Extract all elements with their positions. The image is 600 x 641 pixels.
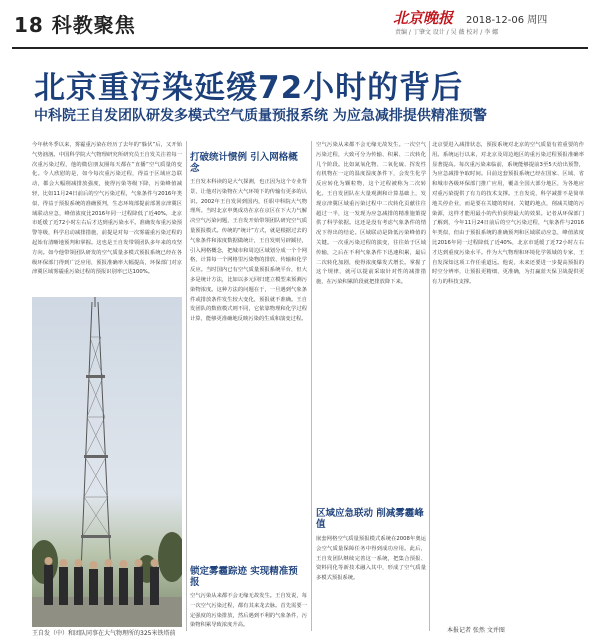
editor-credits: 责编 / 丁肇文 设计 / 吴 薇 校对 / 李 娜 (395, 29, 499, 36)
column-divider (186, 141, 187, 631)
body-column-3b (316, 535, 426, 635)
tower-photo-illustration (32, 297, 182, 627)
issue-date: 2018-12-06 周四 (466, 15, 548, 26)
section-heading-1: 打破统计惯例 引入网格概念 (190, 152, 298, 174)
body-column-2b (190, 592, 307, 632)
column-divider (429, 141, 430, 631)
newspaper-logo: 北京晚报 (393, 9, 454, 27)
article-subhead: 中科院王自发团队研发多模式空气质量预报系统 为应急减排提供精准预警 (34, 108, 487, 124)
body-text-5: 北京要进入减排状态，预报系统对北京的空气质量有着重要的作用。系统运行以来，对北京及周边地区的重污染过程预报准确率显著提高。每次重污染来临前，系统能够提前3至5天给出预警，为应急减排争取时间。目前这套预报系统已经在国家、区域、省和城市各级环保部门推广应用，覆盖全国大部分地区，为各地应对重污染提供了有力的技术支撑。王自发说，科学减排不是简单地关停企业，而是要在关键的时间、关键的地点，削减关键的污染源，这样才能用最小的代价获得最大的效果。记者从环保部门了解到，今年11月24日前后的空气污染过程，气象条件与2016年类似，但由于预报系统的准确预判和区域联动应急，峰值浓度比2016年同一过程降低了近40%，北京市延缓了近72小时左右才达到重度污染水平。作为大气物理和环境化学领域的专家，王自发深知这项工作任重道远。他说，未来还要进一步提高预报的时空分辨率，让预报更精细、更准确，为打赢蓝天保卫战提供更有力的科技支撑。 (432, 142, 584, 286)
article-photo (32, 297, 182, 627)
body-column-4 (432, 141, 584, 621)
body-text-2: 空气污染从来都不会无缘无故发生。王自发说，每一次空气污染过程，都有其来龙去脉。首先需要一定强度的污染排放，然后遇到不利的气象条件，污染物积累导致浓度升高。 (190, 593, 307, 629)
body-text-3: 空气污染从来都不会无缘无故发生。一次空气污染过程，大致可分为传输、积累、二次转化几个阶段。比如氮氧化物、二氧化硫、挥发性有机物在一定的温度湿度条件下，会发生化学反应转化为颗粒物，这个过程被称为二次转化。王自发团队在大量观测和计算基础上，发现京津冀区域重污染过程中二次转化贡献往往超过一半，这一发现为应急减排的精准施策提供了科学依据。这还是没有考虑气象条件的情况下得出的结论。区域联动是降低污染峰值的关键。一次重污染过程的演变，往往始于区域传输，之后在不利气象条件下迅速积累，最后二次转化加剧，使得浓度爆发式增长。掌握了这个规律，就可以提前采取针对性的减排措施，在污染积累阶段就把排放降下来。 (316, 142, 426, 286)
page-header (0, 0, 600, 42)
section-heading-2: 锁定雾霾踪迹 实现精准预报 (190, 566, 298, 588)
section-heading-3: 区域应急联动 削减雾霾峰值 (316, 508, 424, 530)
header-divider (12, 47, 588, 49)
photo-caption: 王自发（中）和团队同事在大气物理所的325米铁塔前 (32, 630, 176, 637)
column-divider (311, 141, 312, 631)
lead-paragraph (32, 141, 182, 293)
article-byline: 本报记者 张然 文并图 (447, 627, 505, 634)
lead-text: 今年秋冬季以来，雾霾重污染在经历了去年的“躲伏”后，又开始气势汹汹。中国科学院大气物理研究所研究员王自发关注着每一次重污染过程，他的微信朋友圈每天都在“直播”空气质量的变化。令人欣慰的是，如今每次重污染过程，得益于区域应急联动，都会大幅削减排放强度，使得污染等级下降，污染峰值减轻，比如11月24日前后的空气污染过程，气象条件与2016年类似，得益于预报系统的准确预判，生态环境部提前部署京津冀区域联动应急，峰值浓度比2016年同一过程降低了近40%，北京市延缓了近72小时左右后才达到重污染水平。准确发布重污染预警等级，科学启动减排措施，前提是对每一次雾霾重污染过程的起始有清晰地预判和掌握。这也是王自发带领团队多年来的攻坚方向。如今他带领团队研发的空气质量多模式预报系统已经在各级环保部门得到广泛应用，预报准确率大幅提高，环保部门对京津冀区域雾霾重污染过程的预报识别率已达100%。 (32, 142, 182, 276)
body-column-2 (190, 178, 307, 478)
article-headline: 北京重污染延缓72小时的背后 (34, 70, 464, 106)
body-text-1: 王自发本科读的是大气探测，也正因为这个专业背景，让他对污染物在大气环境下的传输有更多的认识。2002年王自发回到国内，任职中科院大气物理所。当时北京申奥成功在京在京区在下大力气解决空气污染问题，王自发开始带领团队研究空气质量预报模式。传统的“统计”方式，就是根据过去的气象条件和浓度数据做统计，王自发则另辟蹊径，引入网格概念，把城市和周边区域划分成一个个网格，计算每一个网格里污染物的排放、传输和化学反应。当时国内已有空气质量预报系统平台，但大多是统计方法，比如以多元回归建立模型来预测污染物浓度。这种方法的问题在于，一旦遇到气象条件或排放条件发生较大变化，预报就不准确。王自发团队的数值模式则不同，它依靠物理和化学过程计算，能够更准确地反映污染的生成和演变过程。 (190, 179, 307, 323)
body-column-3 (316, 141, 426, 485)
section-label: 18 科教聚焦 (14, 13, 136, 37)
body-text-4: 嵌套网格空气质量预报模式系统在2008年奥运会空气质量保障任务中得到成功应用。此后，王自发团队继续完善这一系统，把集合预报、资料同化等新技术融入其中，形成了空气质量多模式预报系统。 (316, 536, 426, 582)
